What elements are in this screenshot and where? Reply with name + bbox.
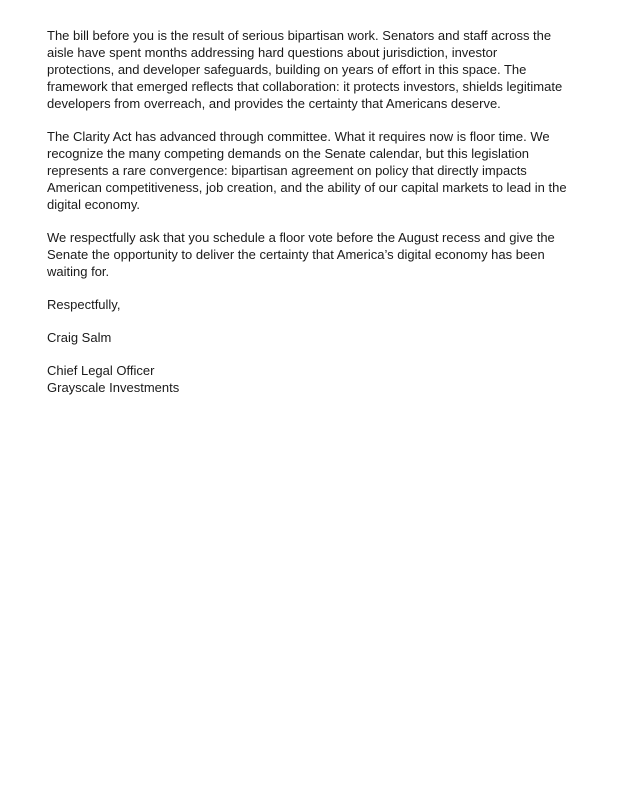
paragraph-bipartisan-work (47, 27, 587, 112)
paragraph-line: digital economy. (47, 197, 140, 212)
paragraph-line: Senate the opportunity to deliver the certainty that America’s digital economy has been (47, 247, 545, 262)
signer-company: Grayscale Investments (47, 380, 180, 395)
paragraph-line: framework that emerged reflects that collaboration: it protects investors, shields legitimate (47, 79, 563, 94)
paragraph-line: American competitiveness, job creation, and the ability of our capital markets to lead in the (47, 180, 567, 195)
signer-name: Craig Salm (47, 330, 112, 345)
paragraph-line: developers from overreach, and provides the certainty that Americans deserve. (47, 96, 501, 111)
paragraph-line: The Clarity Act has advanced through committee. What it requires now is floor time. We (47, 129, 550, 144)
letter-body (47, 27, 587, 396)
paragraph-line: recognize the many competing demands on the Senate calendar, but this legislation (47, 146, 530, 161)
paragraph-line: protections, and developer safeguards, building on years of effort in this space. The (47, 62, 527, 77)
paragraph-line: waiting for. (47, 264, 110, 279)
paragraph-line: The bill before you is the result of serious bipartisan work. Senators and staff across the (47, 28, 552, 43)
signer-details (47, 362, 587, 396)
closing-block (47, 296, 587, 313)
paragraph-line: represents a rare convergence: bipartisan agreement on policy that directly impacts (47, 163, 527, 178)
paragraph-line: aisle have spent months addressing hard questions about jurisdiction, investor (47, 45, 498, 60)
paragraph-line: We respectfully ask that you schedule a floor vote before the August recess and give the (47, 230, 555, 245)
closing-salutation: Respectfully, (47, 297, 121, 312)
paragraph-clarity-act (47, 128, 587, 213)
signer-name-block (47, 329, 587, 346)
paragraph-floor-vote-request (47, 229, 587, 280)
signer-title: Chief Legal Officer (47, 363, 155, 378)
